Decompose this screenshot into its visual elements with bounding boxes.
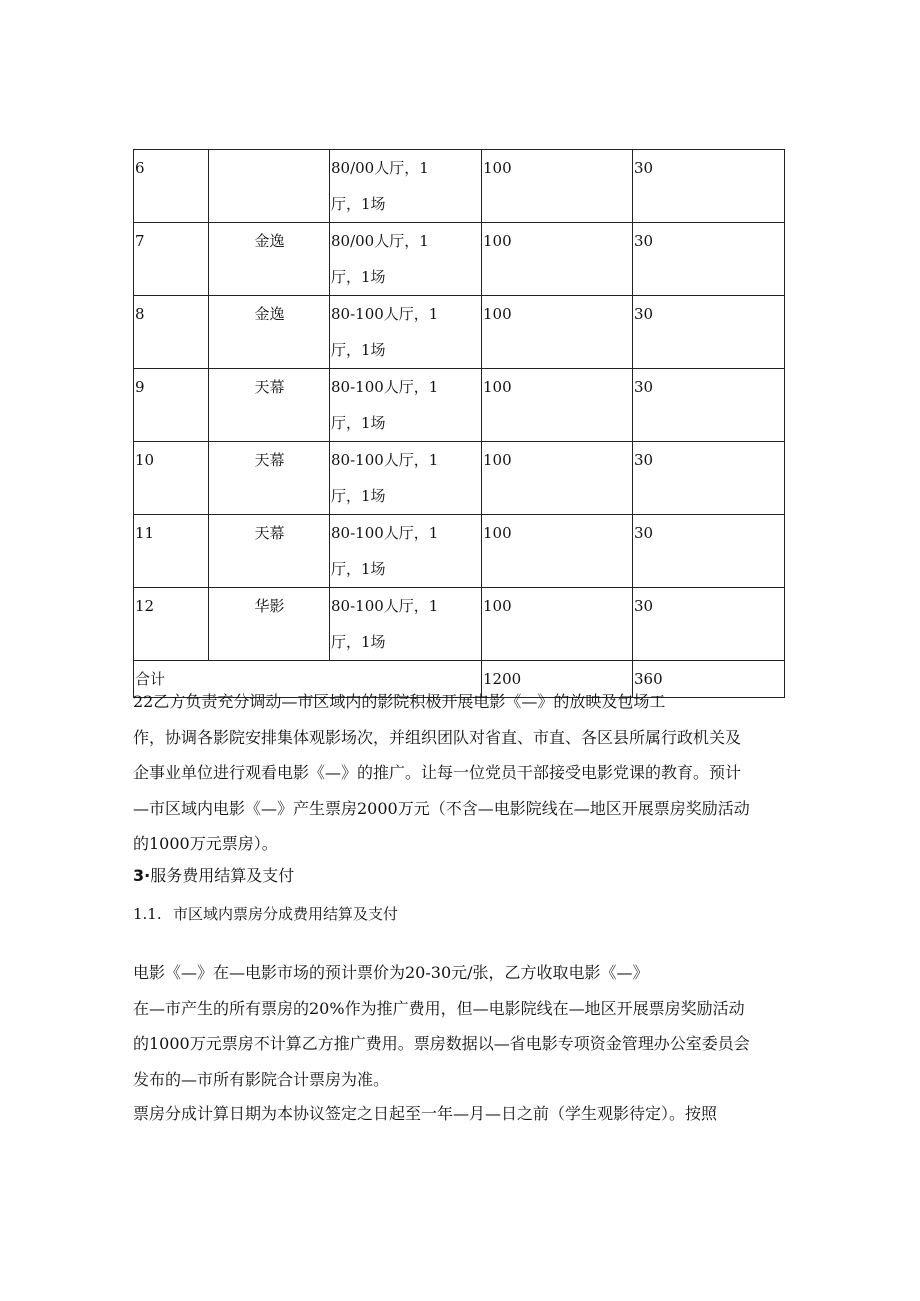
paragraph-promotion — [133, 684, 793, 862]
table-row — [134, 296, 785, 369]
people-cell: 100 — [482, 442, 633, 515]
section-title: 服务费用结算及支付 — [150, 866, 295, 885]
total-count-cell: 360 — [633, 661, 785, 698]
total-label-cell: 合计 — [134, 661, 482, 698]
hall-text-line: 80-100人厅，1 — [331, 524, 439, 542]
paragraph-settlement-date: 票房分成计算日期为本协议签定之日起至一年—月—日之前（学生观影待定）。按照 — [133, 1104, 718, 1123]
cinema-cell: 天幕 — [209, 442, 330, 515]
count-cell: 30 — [633, 442, 785, 515]
total-people-cell: 1200 — [482, 661, 633, 698]
paragraph-line: 的1000万元票房不计算乙方推广费用。票房数据以—省电影专项资金管理办公室委员会 — [133, 1034, 750, 1053]
count-cell: 30 — [633, 296, 785, 369]
count-cell: 30 — [633, 150, 785, 223]
paragraph-line: 电影《—》在—电影市场的预计票价为20-30元/张，乙方收取电影《—》 — [133, 963, 649, 982]
table-row — [134, 150, 785, 223]
cinema-cell: 天幕 — [209, 369, 330, 442]
hall-cell — [330, 515, 482, 588]
people-cell: 100 — [482, 223, 633, 296]
row-number-cell: 11 — [134, 515, 209, 588]
table-body — [134, 150, 785, 698]
paragraph-line: 发布的—市所有影院合计票房为准。 — [133, 1069, 390, 1089]
hall-text-line: 80/00人厅，1 — [331, 159, 429, 177]
hall-cell — [330, 442, 482, 515]
row-number-cell: 12 — [134, 588, 209, 661]
people-cell: 100 — [482, 150, 633, 223]
subsection-title: 市区域内票房分成费用结算及支付 — [173, 905, 399, 923]
table-row — [134, 223, 785, 296]
hall-cell — [330, 369, 482, 442]
hall-text-line: 厅，1场 — [331, 487, 386, 505]
hall-text-line: 厅，1场 — [331, 560, 386, 578]
hall-text-line: 厅，1场 — [331, 341, 386, 359]
cinema-cell: 金逸 — [209, 223, 330, 296]
count-cell: 30 — [633, 515, 785, 588]
table-row — [134, 369, 785, 442]
hall-text-line: 厅，1场 — [331, 633, 386, 651]
paragraph-line: —市区域内电影《—》产生票房2000万元（不含—电影院线在—地区开展票房奖励活动 — [133, 798, 750, 818]
row-number-cell: 6 — [134, 150, 209, 223]
count-cell: 30 — [633, 369, 785, 442]
subsection-number: 1.1. — [133, 905, 162, 923]
paragraph-line: 企事业单位进行观看电影《—》的推广。让每一位党员干部接受电影党课的教育。预计 — [133, 763, 742, 782]
row-number-cell: 9 — [134, 369, 209, 442]
row-number-cell: 10 — [134, 442, 209, 515]
cinema-cell: 华影 — [209, 588, 330, 661]
row-number-cell: 7 — [134, 223, 209, 296]
people-cell: 100 — [482, 296, 633, 369]
table-row — [134, 515, 785, 588]
screening-schedule-table — [133, 149, 785, 698]
count-cell: 30 — [633, 223, 785, 296]
hall-text-line: 厅，1场 — [331, 195, 386, 213]
row-number-cell: 8 — [134, 296, 209, 369]
hall-cell — [330, 296, 482, 369]
cinema-cell — [209, 150, 330, 223]
hall-text-line: 80/00人厅，1 — [331, 232, 429, 250]
table-row — [134, 588, 785, 661]
section-number: 3· — [133, 866, 151, 885]
people-cell: 100 — [482, 369, 633, 442]
cinema-cell: 天幕 — [209, 515, 330, 588]
hall-text-line: 厅，1场 — [331, 414, 386, 432]
hall-text-line: 80-100人厅，1 — [331, 597, 439, 615]
subsection-heading — [133, 902, 793, 926]
hall-cell — [330, 588, 482, 661]
section-heading-3 — [133, 864, 793, 888]
paragraph-line: 作，协调各影院安排集体观影场次，并组织团队对省直、市直、各区县所属行政机关及 — [133, 727, 742, 747]
hall-text-line: 80-100人厅，1 — [331, 305, 439, 323]
people-cell: 100 — [482, 588, 633, 661]
count-cell: 30 — [633, 588, 785, 661]
paragraph-line: 的1000万元票房）。 — [133, 834, 278, 853]
people-cell: 100 — [482, 515, 633, 588]
hall-cell — [330, 150, 482, 223]
paragraph-line: 在—市产生的所有票房的20%作为推广费用，但—电影院线在—地区开展票房奖励活动 — [133, 998, 745, 1018]
hall-cell — [330, 223, 482, 296]
paragraph-line: 22乙方负责充分调动—市区域内的影院积极开展电影《—》的放映及包场工 — [133, 692, 666, 711]
table-row — [134, 442, 785, 515]
hall-text-line: 80-100人厅，1 — [331, 451, 439, 469]
hall-text-line: 80-100人厅，1 — [331, 378, 439, 396]
paragraph-fee — [133, 955, 793, 1097]
hall-text-line: 厅，1场 — [331, 268, 386, 286]
cinema-cell: 金逸 — [209, 296, 330, 369]
